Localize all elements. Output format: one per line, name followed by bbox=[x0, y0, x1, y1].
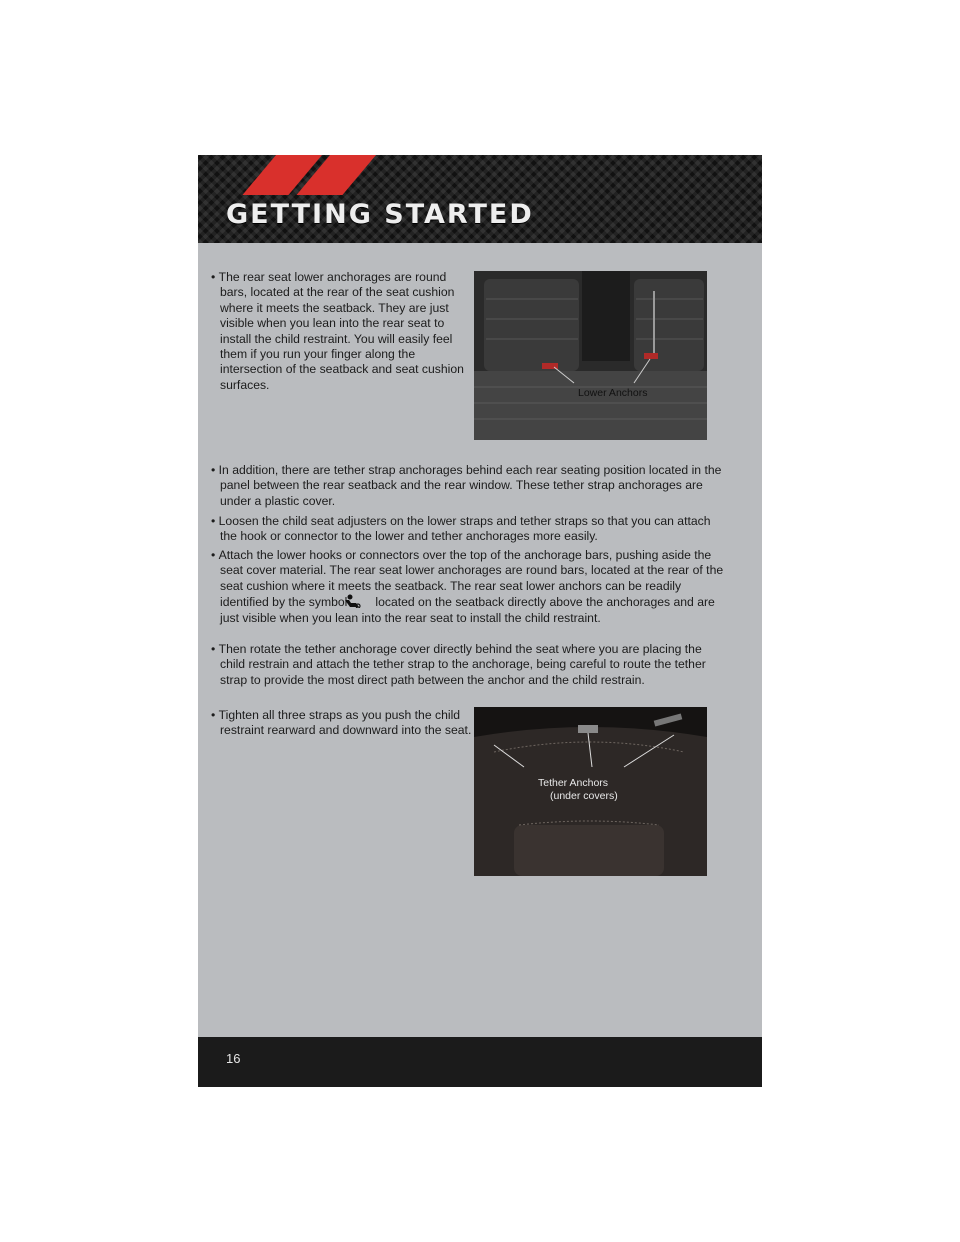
page-number: 16 bbox=[226, 1051, 241, 1066]
section-header bbox=[198, 155, 762, 243]
lower-anchors-photo bbox=[474, 271, 707, 440]
section-title: GETTING STARTED bbox=[226, 199, 534, 230]
bullet-item bbox=[207, 548, 725, 626]
tether-anchors-label: Tether Anchors bbox=[538, 777, 609, 789]
bullet-item: • In addition, there are tether strap anchorages behind each rear seating position located in the panel between the rear seatback and the rear window. These tether strap anchorages are under a plastic cover. bbox=[207, 463, 725, 509]
bullet-item: • The rear seat lower anchorages are round bars, located at the rear of the seat cushion where it meets the seatback. They are just visible when you lean into the rear seat to install the child restraint. You will easily feel them if you run your finger along the intersection of the seatback and seat cushion surfaces. bbox=[207, 270, 475, 393]
child-seat-anchor-icon bbox=[350, 594, 372, 608]
bullet-text: Attach the lower hooks or connectors over the top of the anchorage bars, pushing aside the seat cover material. The rear seat lower anchorages are round bars, located at the rear of the seat cushion where it meets the seatback. The rear seat lower anchors can be readily identified by the symbol bbox=[218, 548, 724, 610]
bullet-item: • Tighten all three straps as you push the child restraint rearward and downward into the seat. bbox=[207, 708, 475, 739]
manual-page bbox=[198, 155, 762, 1087]
bullet-item: • Loosen the child seat adjusters on the lower straps and tether straps so that you can attach the hook or connector to the lower and tether anchorages more easily. bbox=[207, 514, 725, 545]
bullet-text: located on the seatback directly above the anchorages and are just visible when you lean into the rear seat to install the child restraint. bbox=[220, 595, 715, 625]
page-footer bbox=[198, 1037, 762, 1087]
tether-anchors-photo bbox=[474, 707, 707, 876]
tether-anchors-sublabel: (under covers) bbox=[550, 790, 618, 802]
seat-illustration bbox=[474, 271, 707, 440]
bullet-item: • Then rotate the tether anchorage cover directly behind the seat where you are placing the child restrain and attach the tether strap to the anchorage, being careful to route the tether strap to provide the most direct path between the anchor and the child restrain. bbox=[207, 642, 725, 688]
lower-anchors-label: Lower Anchors bbox=[578, 387, 648, 399]
